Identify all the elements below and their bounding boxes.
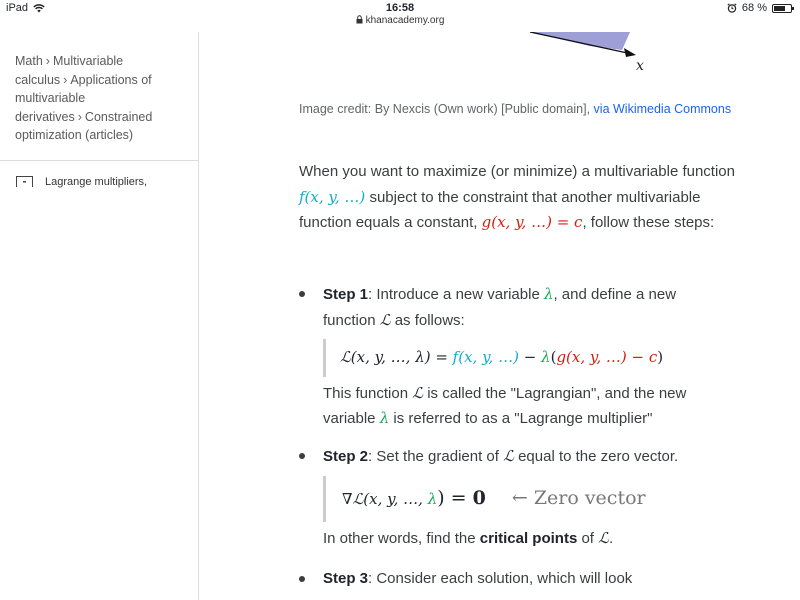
step-3 — [299, 567, 719, 592]
step-text: In other words, find the — [323, 530, 480, 547]
breadcrumb-separator: › — [45, 54, 50, 68]
breadcrumb — [15, 52, 185, 145]
breadcrumb-item-math[interactable]: Math — [15, 54, 43, 68]
lagrangian-symbol: ℒ — [598, 529, 609, 547]
breadcrumb-item-constrained-optimization[interactable]: Constrained optimization (articles) — [15, 109, 153, 142]
lagrangian-symbol: ℒ — [412, 383, 424, 402]
intro-paragraph — [299, 160, 739, 236]
step-label: Step 3 — [323, 570, 369, 587]
figure-fragment — [460, 32, 660, 82]
article-icon — [16, 176, 33, 187]
x-axis-arrowhead — [624, 48, 636, 57]
zero-vector-note: ← Zero vector — [511, 486, 646, 509]
equation-part: ( — [550, 348, 557, 366]
battery-icon — [772, 4, 792, 13]
bullet — [299, 453, 305, 459]
lagrangian-equation — [323, 339, 719, 377]
sidebar — [0, 32, 199, 600]
bullet — [299, 576, 305, 582]
breadcrumb-separator: › — [77, 109, 82, 124]
step-text: is referred to as a "Lagrange multiplier" — [389, 410, 653, 427]
lock-icon — [356, 15, 363, 24]
equation-part: g(x, y, …) — [556, 348, 627, 366]
sidebar-item-lagrange-multipliers[interactable] — [16, 176, 191, 188]
equation-part: − c — [626, 348, 658, 366]
bullet — [299, 291, 305, 297]
clock: 16:58 — [385, 2, 415, 14]
battery-percent: 68 % — [741, 2, 767, 14]
equation-part: ) = — [437, 486, 473, 509]
critical-points-term: critical points — [479, 530, 578, 547]
url-bar[interactable] — [0, 15, 800, 26]
step-text: as follows: — [390, 311, 465, 329]
step-label: Step 1 — [323, 286, 369, 303]
step-2 — [299, 444, 719, 552]
intro-text: When you want to maximize (or minimize) a multivariable function — [299, 163, 735, 180]
f-expression: f(x, y, …) — [299, 187, 366, 206]
equation-part: ∇ℒ(x, y, …, — [342, 489, 428, 508]
device-name: iPad — [6, 2, 29, 14]
step-text: : Set the gradient of — [368, 448, 504, 465]
step-text: is called the "Lagrangian", and the new variable — [323, 384, 687, 427]
image-credit — [299, 100, 749, 118]
step-text: equal to the zero vector. — [513, 448, 679, 465]
step-1 — [299, 282, 719, 432]
step-text: . — [608, 530, 614, 547]
step-text: of — [577, 530, 599, 547]
equation-part: λ — [427, 489, 438, 508]
credit-text: Image credit: By Nexcis (Own work) [Public domain], — [299, 102, 594, 116]
sidebar-item-label: Lagrange multipliers, — [45, 176, 148, 188]
lambda-symbol: λ — [379, 409, 390, 427]
step-text: , and define a new function — [323, 286, 677, 329]
status-right — [727, 2, 792, 14]
lagrangian-symbol: ℒ — [503, 447, 514, 465]
equation-part: ℒ(x, y, …, λ) = — [340, 348, 453, 366]
lagrangian-symbol: ℒ — [379, 310, 391, 329]
gradient-equation — [323, 476, 719, 523]
breadcrumb-item-applications[interactable]: Applications of multivariable derivatives — [15, 72, 152, 124]
x-axis-label: x — [636, 58, 644, 74]
wikimedia-link[interactable]: via Wikimedia Commons — [593, 102, 732, 116]
step-label: Step 2 — [323, 448, 369, 465]
g-constraint: g(x, y, …) = c — [481, 213, 583, 231]
equation-part: f(x, y, …) — [452, 348, 519, 366]
breadcrumb-item-multivariable-calculus[interactable]: Multivariable calculus — [15, 54, 124, 87]
step-text: : Consider each solution, which will look — [368, 570, 633, 587]
url-text: khanacademy.org — [365, 15, 445, 26]
step-text: This function — [323, 384, 413, 402]
lambda-symbol: λ — [543, 285, 554, 303]
intro-text: , follow these steps: — [582, 214, 715, 231]
breadcrumb-separator: › — [63, 72, 68, 87]
equation-part: λ — [541, 348, 551, 366]
alarm-icon — [727, 3, 737, 13]
equation-part: − — [518, 348, 542, 366]
status-bar — [0, 0, 800, 32]
sidebar-divider — [0, 160, 198, 161]
equation-part: ) — [657, 348, 664, 366]
intro-text: subject to the constraint that another multivariable function equals a constant, — [299, 188, 701, 231]
zero-vector: 0 — [472, 486, 486, 509]
step-text: : Introduce a new variable — [368, 286, 544, 303]
